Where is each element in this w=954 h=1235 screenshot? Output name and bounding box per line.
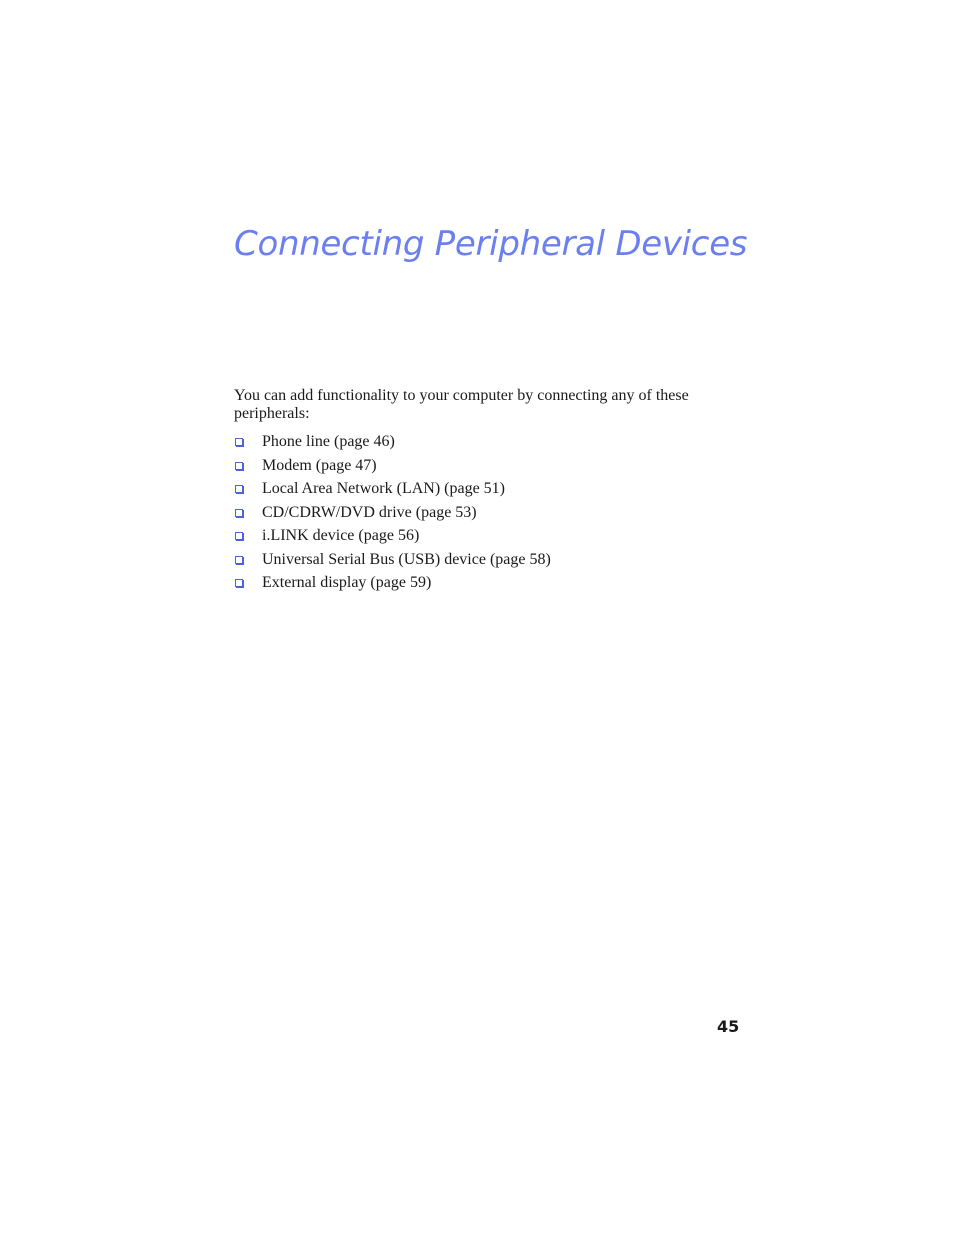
checkbox-bullet-icon bbox=[235, 485, 243, 493]
page-number: 45 bbox=[717, 1017, 740, 1036]
checkbox-bullet-icon bbox=[235, 509, 243, 517]
list-item-label: Local Area Network (LAN) (page 51) bbox=[262, 480, 506, 497]
checkbox-bullet-icon bbox=[235, 556, 243, 564]
intro-paragraph: You can add functionality to your computer by connecting any of these peripherals: bbox=[234, 387, 689, 422]
page-title: Connecting Peripheral Devices bbox=[234, 224, 748, 264]
checkbox-bullet-icon bbox=[235, 462, 243, 470]
list-item-label: Modem (page 47) bbox=[262, 456, 377, 474]
list-item-label: i.LINK device (page 56) bbox=[262, 527, 420, 544]
checkbox-bullet-icon bbox=[235, 579, 243, 587]
checkbox-bullet-icon bbox=[235, 532, 243, 540]
list-item-label: External display (page 59) bbox=[262, 574, 432, 591]
list-item-label: Phone line (page 46) bbox=[262, 433, 395, 450]
list-item-label: Universal Serial Bus (USB) device (page 58) bbox=[262, 550, 551, 568]
checkbox-bullet-icon bbox=[235, 438, 243, 446]
list-item-label: CD/CDRW/DVD drive (page 53) bbox=[262, 503, 477, 521]
